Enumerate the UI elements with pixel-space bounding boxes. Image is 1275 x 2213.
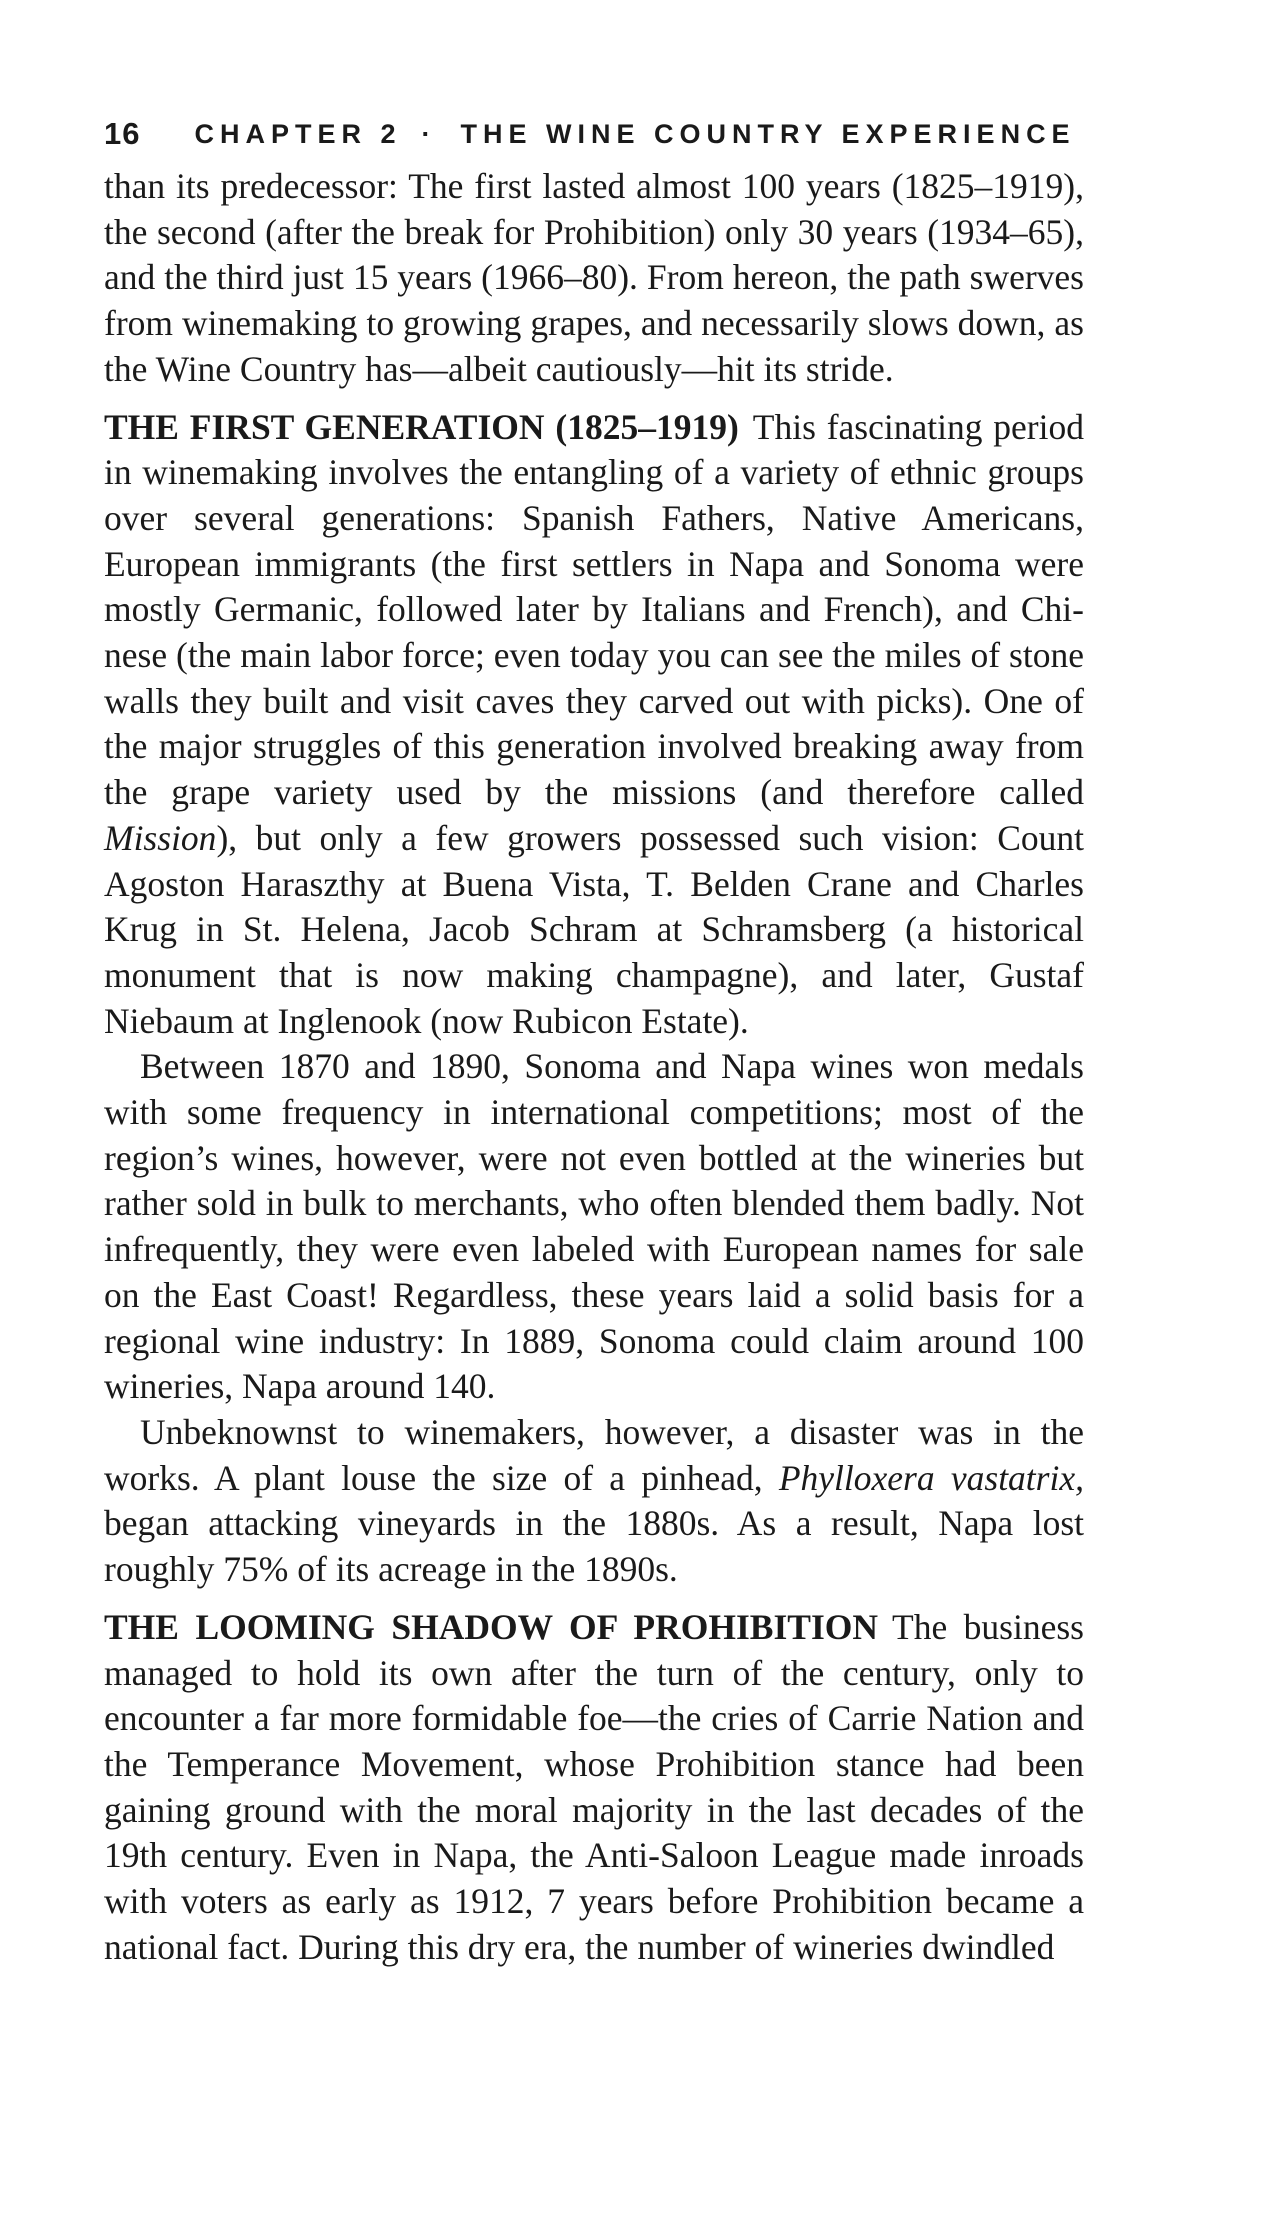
chapter-title: THE WINE COUNTRY EXPERIENCE (460, 118, 1076, 149)
paragraph-phylloxera (104, 1410, 1084, 1593)
paragraph-text: Between 1870 and 1890, Sonoma and Napa wines won medals with some frequency in international competitions; most of the region’s wines, however, were not even bottled at the wineries but rather sold in bulk to merchants, who often blended them badly. Not infrequently, they were even labeled with European names for sale on the East Coast! Regardless, these years laid a solid basis for a regional wine industry: In 1889, Sonoma could claim around 100 wineries, Napa around 140. (104, 1046, 1084, 1407)
paragraph-text: than its predecessor: The first lasted almost 100 years (1825–1919), the second (after the break for Prohibition) only 30 years (1934–65), and the third just 15 years (1966–80). From hereon, the path swerves from winemaking to growing grapes, and necessarily slows down, as the Wine Country has—albeit cautiously—hit its stride. (104, 166, 1084, 389)
paragraph-text: began attacking vineyards in the 1880s. As a result, Napa lost roughly 75% of its acreage in the 1890s. (104, 1503, 1084, 1590)
page-number: 16 (104, 116, 141, 151)
book-page (104, 104, 1084, 1970)
paragraph-text: ), but only a few growers possessed such vision: Count Agoston Haraszthy at Buena Vista, T. Belden Crane and Charles Krug in St. Helena, Jacob Schram at Schramsberg (a historical monument that is now making champagne), and later, Gustaf Niebaum at Inglenook (now Rubicon Estate). (104, 817, 1084, 1041)
section-first-generation (104, 405, 1084, 1045)
paragraph-text: Unbeknownst to winemakers, however, a disaster was in the works. A plant louse the size of a pinhead, (104, 1411, 1084, 1498)
paragraph-text: The business managed to hold its own after the turn of the century, only to encounter a far more formidable foe—the cries of Carrie Nation and the Temperance Movement, whose Prohibition stance had been gaining ground with the moral majority in the last decades of the 19th century. Even in Napa, the Anti-Saloon League made inroads with voters as early as 1912, 7 years before Prohibition became a national fact. During this dry era, the number of wineries dwindled (104, 1606, 1084, 1967)
body-text (104, 164, 1084, 1970)
italic-term-phylloxera: Phylloxera vastatrix, (778, 1457, 1084, 1498)
paragraph-text: This fascinating period in winemaking involves the entangling of a variety of ethnic groups over several generations: Spanish Fathers, Native Americans, European immigrants (the first settlers in Napa and Sonoma were mostly Germanic, followed later by Italians and French), and Chinese (the main labor force; even today you can see the miles of stone walls they built and visit caves they carved out with picks). One of the major struggles of this generation involved breaking away from the grape variety used by the missions (and therefore called (104, 406, 1084, 813)
paragraph-continuation (104, 164, 1084, 393)
header-separator: · (421, 118, 437, 149)
paragraph-medals (104, 1044, 1084, 1410)
section-heading-prohibition: THE LOOMING SHADOW OF PROHIBITION (104, 1606, 879, 1647)
section-heading-first-generation: THE FIRST GENERATION (1825–1919) (104, 406, 739, 447)
running-head (104, 104, 1084, 164)
section-prohibition (104, 1605, 1084, 1971)
chapter-label: CHAPTER 2 (194, 118, 402, 149)
italic-term-mission: Mission (104, 817, 217, 858)
